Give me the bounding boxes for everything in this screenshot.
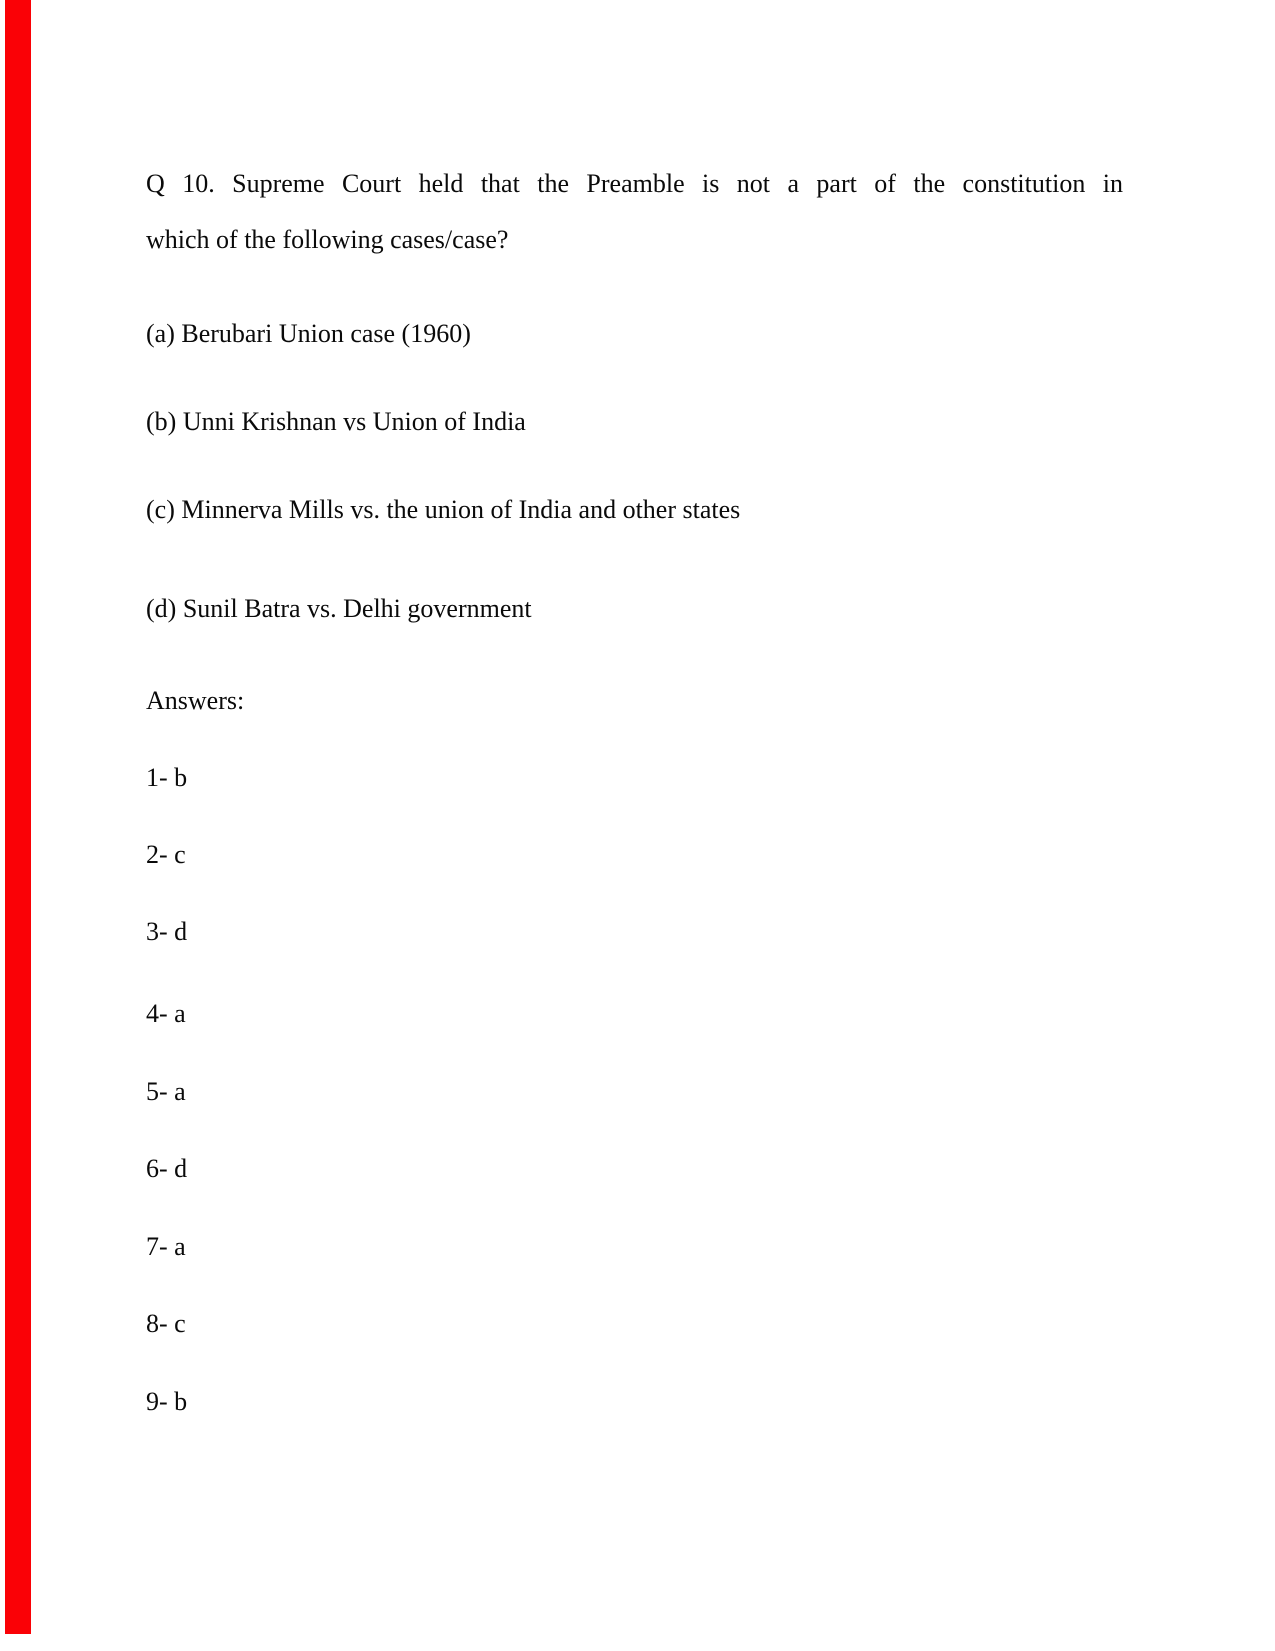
answer-key-item-2: 2- c — [146, 840, 186, 869]
option-b: (b) Unni Krishnan vs Union of India — [146, 407, 526, 436]
option-c: (c) Minnerva Mills vs. the union of India and other states — [146, 495, 741, 524]
answer-key-item-5: 5- a — [146, 1077, 186, 1106]
red-margin-strip — [5, 0, 31, 1634]
answer-key-item-6: 6- d — [146, 1154, 188, 1183]
option-d: (d) Sunil Batra vs. Delhi government — [146, 594, 532, 623]
answer-key-item-1: 1- b — [146, 763, 188, 792]
option-a: (a) Berubari Union case (1960) — [146, 319, 471, 348]
answer-key-item-4: 4- a — [146, 999, 186, 1028]
answer-key-item-9: 9- b — [146, 1387, 188, 1416]
answer-key-item-7: 7- a — [146, 1232, 186, 1261]
answer-key-item-8: 8- c — [146, 1309, 186, 1338]
answers-heading: Answers: — [146, 686, 245, 715]
question-line-1: Q 10. Supreme Court held that the Preamble is not a part of the constitution in — [146, 169, 1123, 198]
answer-key-item-3: 3- d — [146, 917, 188, 946]
question-line-2: which of the following cases/case? — [146, 225, 509, 254]
